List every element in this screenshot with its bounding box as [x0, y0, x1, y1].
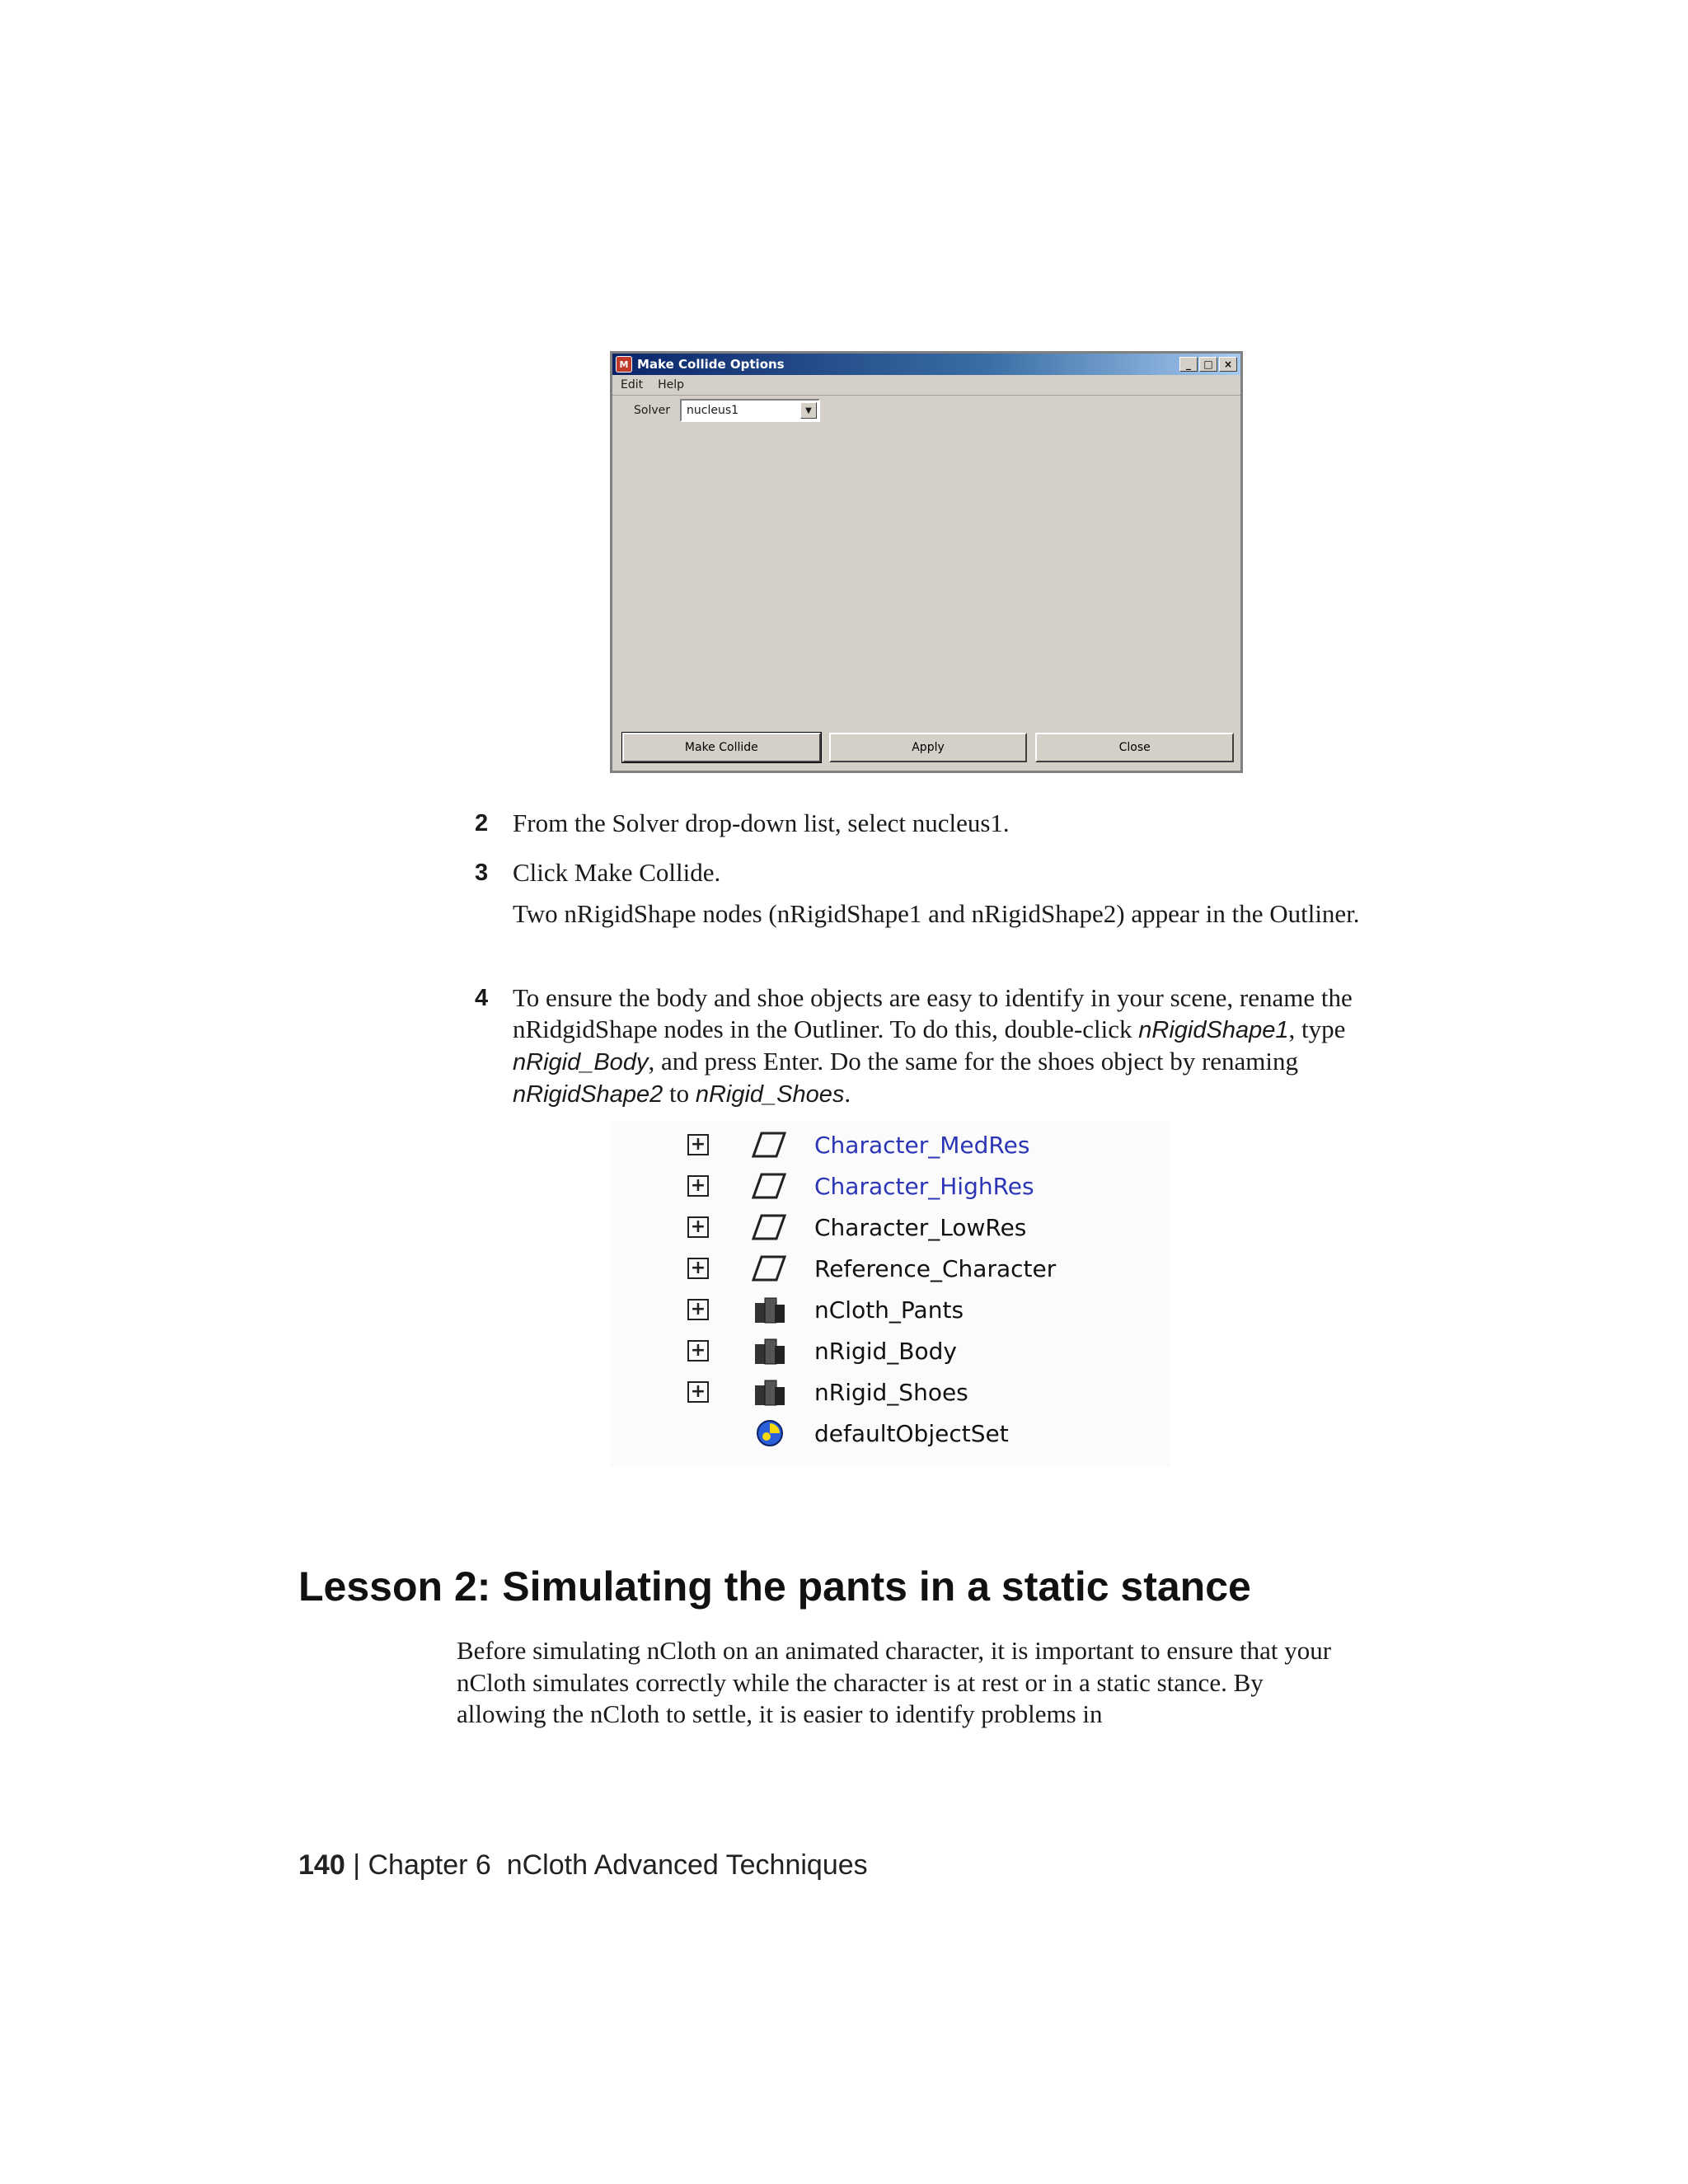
close-window-button[interactable]: ×: [1219, 357, 1237, 372]
solver-dropdown[interactable]: [680, 399, 820, 422]
lesson-paragraph: Before simulating nCloth on an animated character, it is important to ensure that your nCloth simulates correctly while the character is at rest or in a static stance. By allowing the nCloth to settle, it is easier to identify problems in: [457, 1636, 1332, 1728]
mesh-icon: [752, 1171, 788, 1201]
expand-icon[interactable]: +: [687, 1258, 709, 1279]
outliner-item-label: nRigid_Shoes: [814, 1378, 968, 1406]
menu-help[interactable]: Help: [658, 378, 685, 391]
solver-label: Solver: [634, 404, 670, 417]
italic-term: nRigid_Body: [513, 1049, 649, 1076]
outliner-item-label: Character_MedRes: [814, 1131, 1030, 1159]
outliner-item-label: nRigid_Body: [814, 1337, 957, 1365]
step-number: 3: [475, 860, 489, 886]
solver-selected-value: nucleus1: [687, 404, 739, 417]
outliner-item-label: Character_HighRes: [814, 1172, 1034, 1200]
step-subtext: Two nRigidShape nodes (nRigidShape1 and nRigidShape2) appear in the Outliner.: [513, 899, 1360, 928]
close-button[interactable]: Close: [1035, 733, 1234, 762]
footer-separator: |: [353, 1849, 361, 1881]
expand-icon[interactable]: +: [687, 1299, 709, 1320]
dialog-button-row: [622, 733, 1234, 762]
expand-icon[interactable]: +: [687, 1175, 709, 1197]
group-icon: [752, 1377, 788, 1407]
maximize-button[interactable]: □: [1199, 357, 1217, 372]
expand-icon[interactable]: +: [687, 1134, 709, 1155]
mesh-icon: [752, 1254, 788, 1283]
dialog-titlebar[interactable]: [612, 354, 1240, 375]
page-footer: [298, 1849, 868, 1882]
maya-app-icon: M: [616, 356, 632, 373]
dialog-title: Make Collide Options: [637, 357, 785, 372]
step-text: Click Make Collide.: [513, 858, 721, 887]
expand-icon[interactable]: +: [687, 1340, 709, 1361]
expand-icon[interactable]: +: [687, 1216, 709, 1238]
step-text: From the Solver drop-down list, select nucleus1.: [513, 808, 1010, 837]
page-number: 140: [298, 1849, 345, 1881]
italic-term: nRigidShape1: [1138, 1017, 1289, 1043]
chapter-label: Chapter 6: [368, 1849, 491, 1881]
menu-edit[interactable]: Edit: [621, 378, 644, 391]
set-icon: [752, 1418, 788, 1448]
group-icon: [752, 1295, 788, 1324]
chapter-title: nCloth Advanced Techniques: [506, 1849, 868, 1881]
minimize-button[interactable]: _: [1179, 357, 1198, 372]
italic-term: nRigidShape2: [513, 1081, 663, 1108]
step-text: To ensure the body and shoe objects are easy to identify in your scene, rename the nRidgidShape nodes in the Outliner. To do this, double-click nRigidShape1, type nRigid_Body, and press Enter. Do the same for the shoes object by renaming nRigidShape2 to nRigid_Shoes.: [513, 983, 1353, 1108]
group-icon: [752, 1336, 788, 1366]
outliner-item-label: Character_LowRes: [814, 1213, 1027, 1241]
outliner-item-label: defaultObjectSet: [814, 1419, 1009, 1447]
make-collide-options-dialog: [610, 351, 1243, 773]
apply-button[interactable]: Apply: [829, 733, 1028, 762]
outliner-item-label: Reference_Character: [814, 1254, 1057, 1282]
dropdown-arrow-icon[interactable]: ▼: [800, 402, 817, 419]
italic-term: nRigid_Shoes: [695, 1081, 845, 1108]
step-number: 2: [475, 810, 489, 837]
dialog-menubar: [612, 375, 1240, 396]
lesson-heading: Lesson 2: Simulating the pants in a static stance: [298, 1563, 1251, 1610]
step-number: 4: [475, 985, 489, 1011]
solver-row: [612, 399, 1240, 422]
make-collide-button[interactable]: Make Collide: [622, 733, 821, 762]
expand-icon[interactable]: +: [687, 1381, 709, 1403]
mesh-icon: [752, 1212, 788, 1242]
outliner-item-label: nCloth_Pants: [814, 1296, 964, 1324]
mesh-icon: [752, 1130, 788, 1160]
outliner-panel: [610, 1121, 1170, 1467]
